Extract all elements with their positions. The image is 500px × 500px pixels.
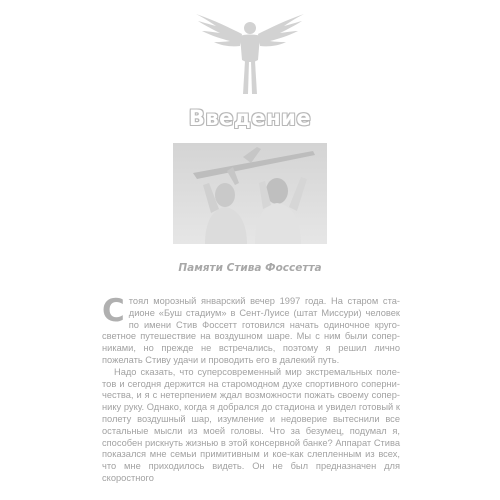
photo-caption: Памяти Стива Фоссетта bbox=[178, 262, 322, 274]
article-body bbox=[102, 293, 400, 485]
balloonists-photo bbox=[173, 143, 327, 244]
paragraph-2: Надо сказать, что суперсовременный мир экстремальных полетов и сегодня держится на старомодном духе спортивного соперничества, и я с нетерпением ждал возможности пожать своему сопернику руку. Однако, когда я добрался до стадиона и увидел готовый к полету воздушный шар, изумление и недоверие вытеснили все остальные мысли из моей головы. Что за безумец, подумал я, способен рискнуть жизнью в этой консервной банке? Аппарат Стива показался мне семьи примитивным и кое-как слепленным из всех, что мне приходилось видеть. Он не был предназначен для скоростного bbox=[102, 366, 400, 483]
paragraph-1-text: тоял морозный январский вечер 1997 года. На старом стадионе «Буш стадиум» в Сент-Луисе (штат Миссури) человек по имени Стив Фоссетт готовился начать одиночное кругосветное путешествие на воздушном шаре. Мы с ним были соперниками, но прежде не встречались, поэтому я решил лично пожелать Стиву удачи и проводить его в далекий путь. bbox=[102, 296, 400, 365]
winged-figure-icon bbox=[190, 8, 310, 98]
paragraph-1 bbox=[102, 293, 400, 367]
drop-cap: С bbox=[102, 293, 125, 329]
chapter-title: Введение bbox=[188, 106, 312, 130]
